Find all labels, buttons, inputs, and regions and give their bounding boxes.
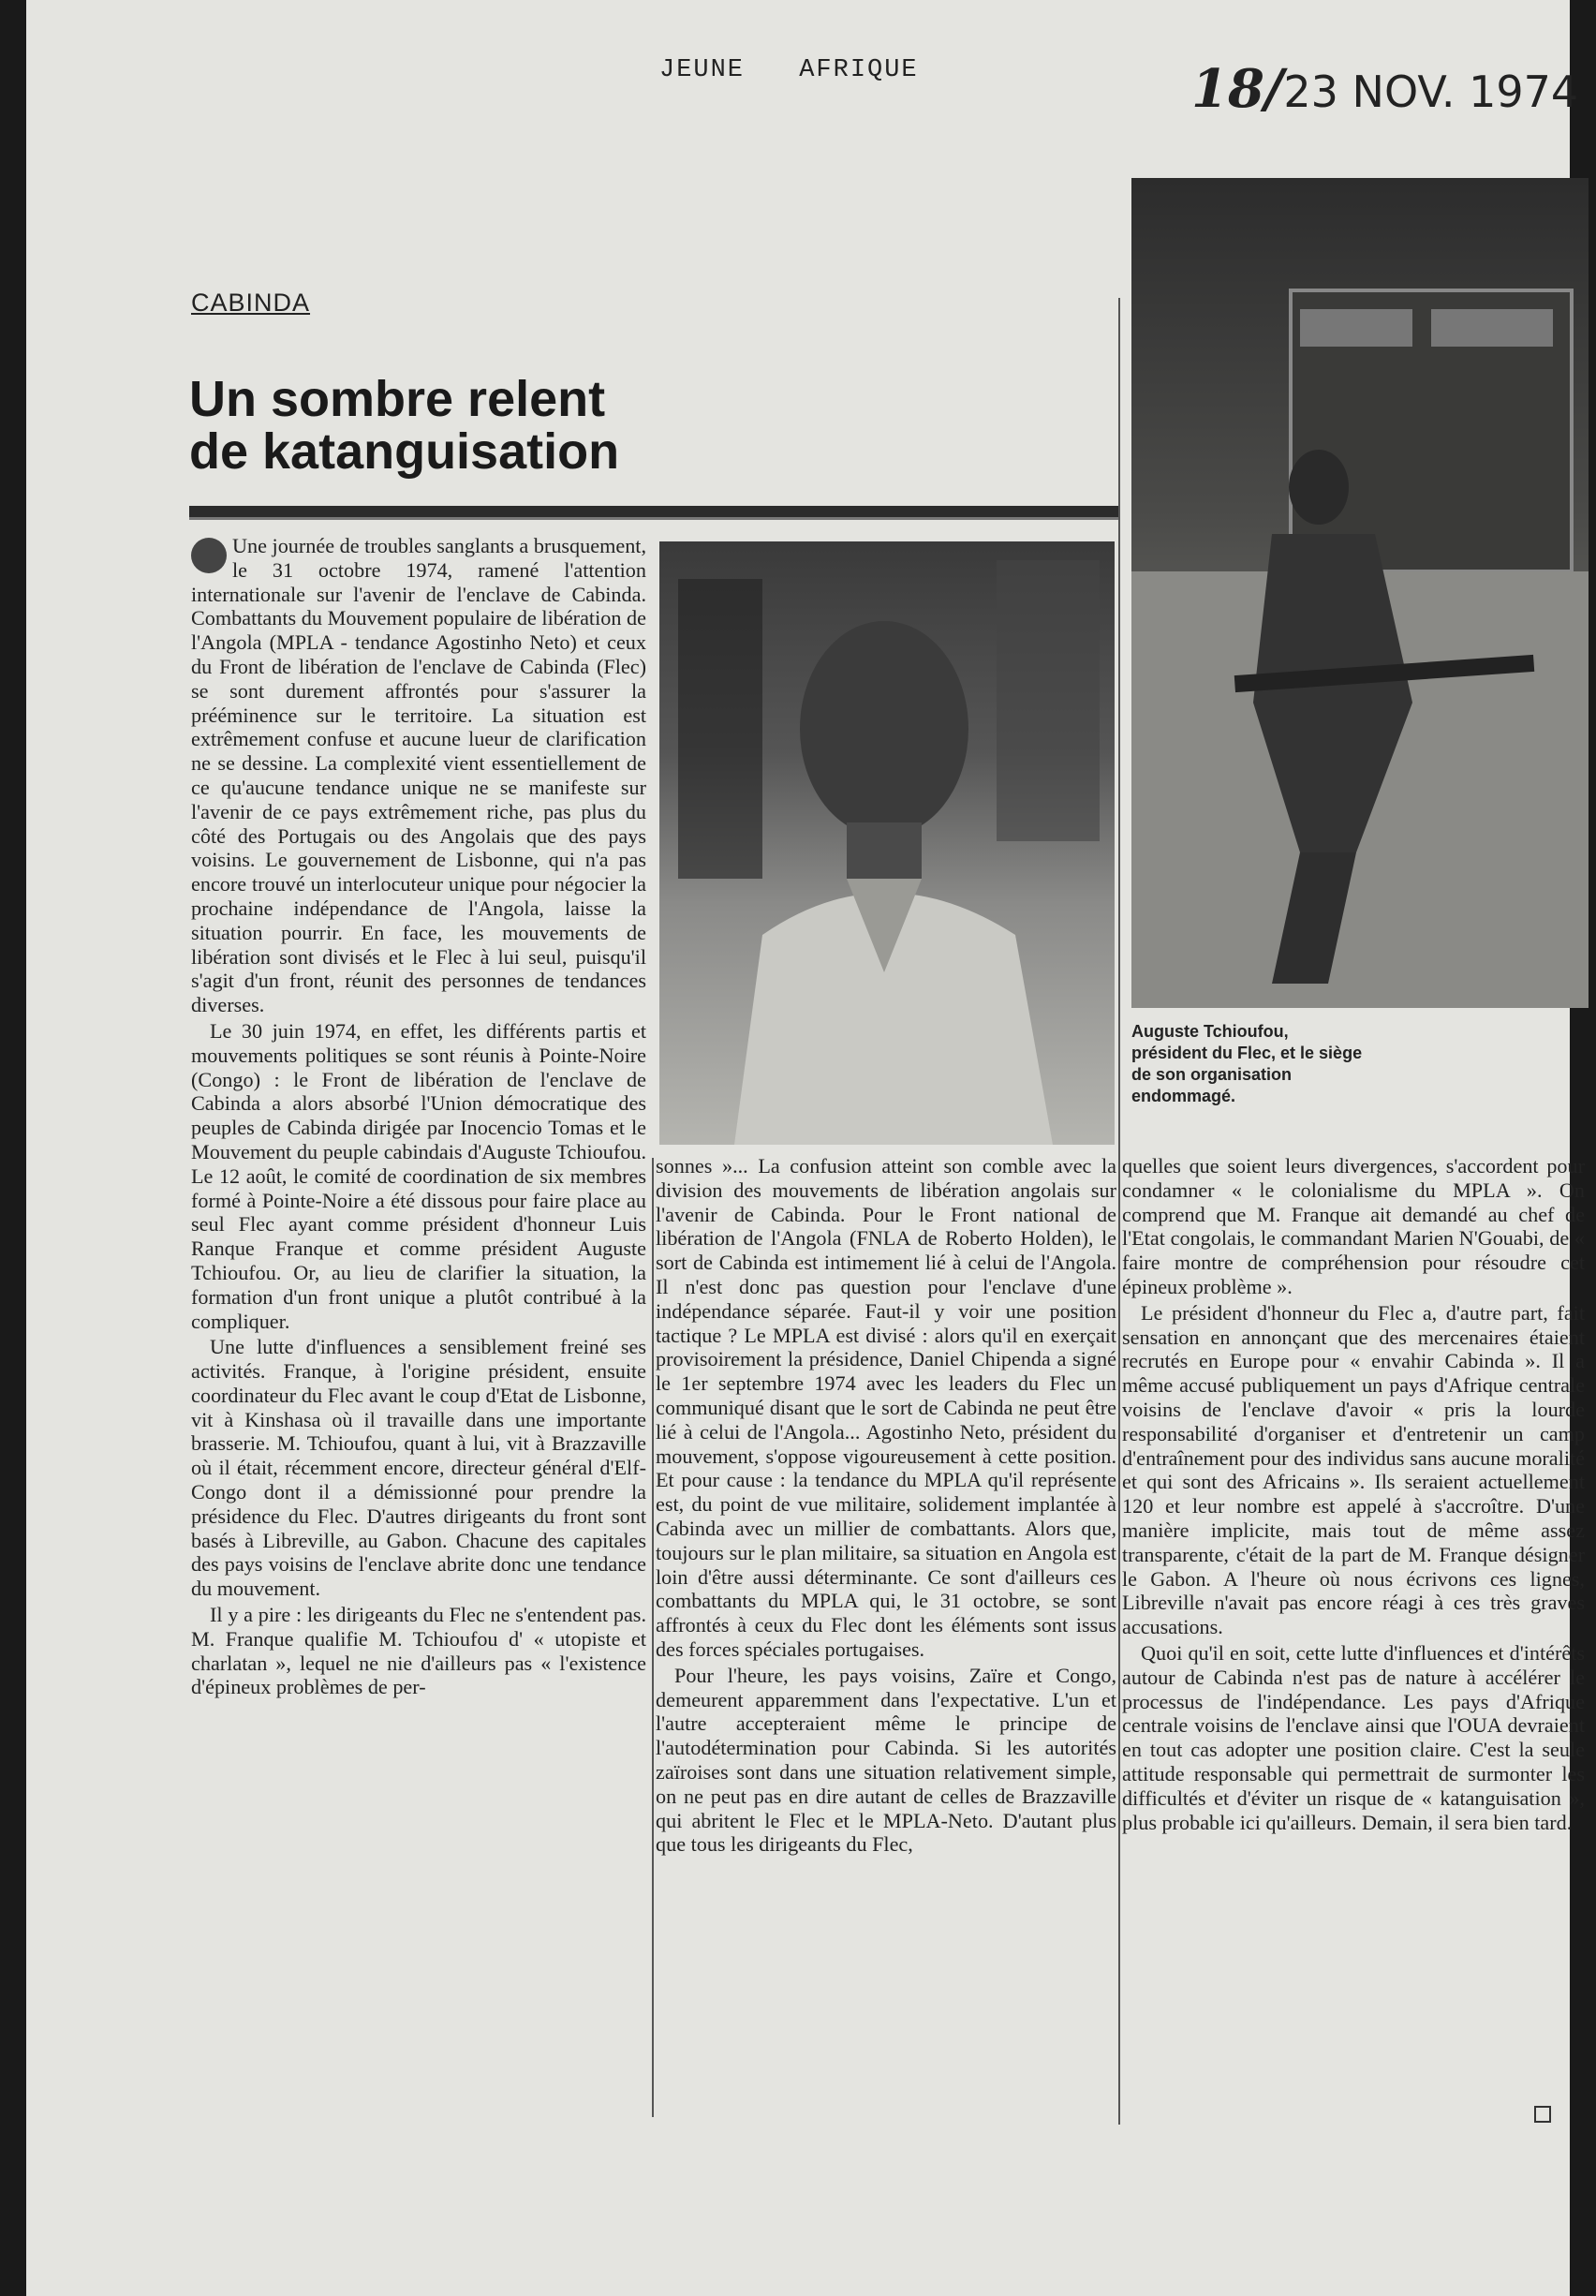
paragraph: quelles que soient leurs divergences, s'accordent pour condamner « le colonialisme du MPLA ». On comprend que M. Franque ait demandé au chef de l'Etat congolais, le commandant Marien N'Gouabi, de « faire montre de compréhension pour résoudre cet épineux problème ». — [1122, 1154, 1585, 1298]
drop-cap-bullet — [191, 538, 227, 573]
column-divider — [1118, 298, 1120, 2125]
paragraph: Pour l'heure, les pays voisins, Zaïre et Congo, demeurent apparemment dans l'expectative. L'un et l'autre accepteraient même le principe de l'autodétermination pour Cabinda. Si les autorités zaïroises sont dans une situation relativement simple, on ne peut pas en dire autant de celles de Brazzaville qui abritent le Flec et le MPLA-Neto. D'autant plus que tous les dirigeants du Flec, — [656, 1663, 1116, 1857]
handwritten-date: 18/ — [1191, 58, 1284, 120]
article-title: Un sombre relent de katanguisation — [189, 371, 620, 480]
flec-headquarters-drawing — [1131, 178, 1589, 1008]
paragraph: Il y a pire : les dirigeants du Flec ne s'entendent pas. M. Franque qualifie M. Tchioufou d' « utopiste et charlatan », lequel ne nie d'ailleurs pas « l'existence d'épineux problèmes de per- — [191, 1603, 646, 1699]
newspaper-clipping — [26, 0, 1585, 2296]
publication-name: JEUNE AFRIQUE — [659, 56, 919, 84]
printed-date: 23 NOV. 1974 — [1283, 67, 1579, 117]
article-column-2 — [656, 1154, 1116, 2128]
paragraph: sonnes »... La confusion atteint son comble avec la division des mouvements de libération angolais sur l'avenir de Cabinda. Pour le Front national de libération de l'Angola (FNLA de Roberto Holden), le sort de Cabinda est intimement lié à celui de l'Angola. Il n'est donc pas question pour l'enclave d'une indépendance séparée. Faut-il y voir une position tactique ? Le MPLA est divisé : alors qu'il en exerçait provisoirement la présidence, Daniel Chipenda a signé le 1er septembre 1974 avec les leaders du Flec un communiqué disant que le sort de Cabinda ne peut être lié à celui de l'Angola... Agostinho Neto, président du mouvement, s'oppose vigoureusement à cette position. Et pour cause : la tendance du MPLA qu'il représente est, du point de vue militaire, solidement implantée à Cabinda avec un millier de combattants. Alors que, toujours sur le plan militaire, sa situation en Angola est loin d'être aussi déterminante. Ce sont d'ailleurs ces combattants du MPLA qui, le 31 octobre, se sont affrontés à ceux du Flec dont les éléments sont issus des forces spéciales portugaises. — [656, 1154, 1116, 1661]
paragraph: Le 30 juin 1974, en effet, les différents partis et mouvements politiques se sont réunis à Pointe-Noire (Congo) : le Front de libération de l'enclave de Cabinda a alors absorbé l'Union démocratique des peuples de Cabinda dirigée par Inocencio Tomas et le Mouvement du peuple cabindais d'Auguste Tchioufou. Le 12 août, le comité de coordination de six membres formé à Pointe-Noire a été dissous pour faire place au seul Flec ayant comme président d'honneur Luis Ranque Franque et comme président Auguste Tchioufou. Or, au lieu de clarifier la situation, la formation d'un front unique a plutôt contribué à la compliquer. — [191, 1018, 646, 1333]
issue-date — [1191, 58, 1578, 120]
photo-caption: Auguste Tchioufou, président du Flec, et le siège de son organisation endommagé. — [1131, 1022, 1363, 1105]
end-of-article-mark — [1534, 2106, 1551, 2123]
portrait-photo — [659, 541, 1115, 1145]
column-divider — [652, 1158, 654, 2117]
paragraph: Quoi qu'il en soit, cette lutte d'influences et d'intérêts autour de Cabinda n'est pas de nature à accélérer le processus de l'indépendance. Les pays d'Afrique centrale voisins de l'enclave ainsi que l'OUA devraient en tout cas adopter une position claire. C'est la seule attitude responsable qui permettrait de surmonter les difficultés et d'éviter un risque de « katanguisation », plus probable ici qu'ailleurs. Demain, il sera bien tard. — [1122, 1640, 1585, 1834]
paragraph: Le président d'honneur du Flec a, d'autre part, fait sensation en annonçant que des mercenaires étaient recrutés en Europe pour « envahir Cabinda ». Il a même accusé publiquement un pays d'Afrique centrale voisins de l'enclave d'avoir « pris la lourde responsabilité d'organiser et d'entretenir un camp d'entraînement pour des individus sans aucune moralité et qui sont des Africains ». Ils seraient actuellement 120 et leur nombre est appelé à s'accroître. D'une manière implicite, mais tout de même assez transparente, c'était de la part de M. Franque désigner le Gabon. A l'heure où nous écrivons ces lignes, Libreville n'avait pas encore réagi à ces très graves accusations. — [1122, 1300, 1585, 1639]
section-label: CABINDA — [191, 289, 311, 317]
article-column-1 — [191, 534, 646, 2117]
paragraph: Une journée de troubles sanglants a brusquement, le 31 octobre 1974, ramené l'attention internationale sur l'avenir de l'enclave de Cabinda. Combattants du Mouvement populaire de libération de l'Angola (MPLA - tendance Agostinho Neto) et ceux du Front de libération de l'enclave de Cabinda (Flec) se sont durement affrontés pour s'assurer la prééminence sur le territoire. La situation est extrêmement confuse et aucune lueur de clarification ne se dessine. La complexité vient essentiellement de ce qu'aucune tendance unique ne se manifeste sur l'avenir de ce pays extrêmement riche, pas plus du côté des Portugais ou des Angolais que des pays voisins. Le gouvernement de Lisbonne, qui n'a pas encore trouvé un interlocuteur unique pour négocier la prochaine indépendance de l'Angola, laisse la situation pourrir. En face, les mouvements de libération sont divisés et le Flec à lui seul, puisqu'il s'agit d'un front, réunit des personnes de tendances diverses. — [191, 534, 646, 1017]
paragraph: Une lutte d'influences a sensiblement freiné ses activités. Franque, à l'origine président, ensuite coordinateur du Flec avant le coup d'Etat de Lisbonne, vit à Kinshasa où il travaille dans une importante brasserie. M. Tchioufou, quant à lui, vit à Brazzaville où il était, récemment encore, directeur général d'Elf-Congo dont il a démissionné pour prendre la présidence du Flec. D'autres dirigeants du front sont basés à Libreville, au Gabon. Chacune des capitales des pays voisins de l'enclave abrite donc une tendance du mouvement. — [191, 1335, 646, 1601]
portrait-photo-drawing — [659, 541, 1115, 1145]
title-rule — [189, 506, 1120, 520]
flec-headquarters-photo — [1131, 178, 1589, 1008]
article-column-3 — [1122, 1154, 1585, 2128]
